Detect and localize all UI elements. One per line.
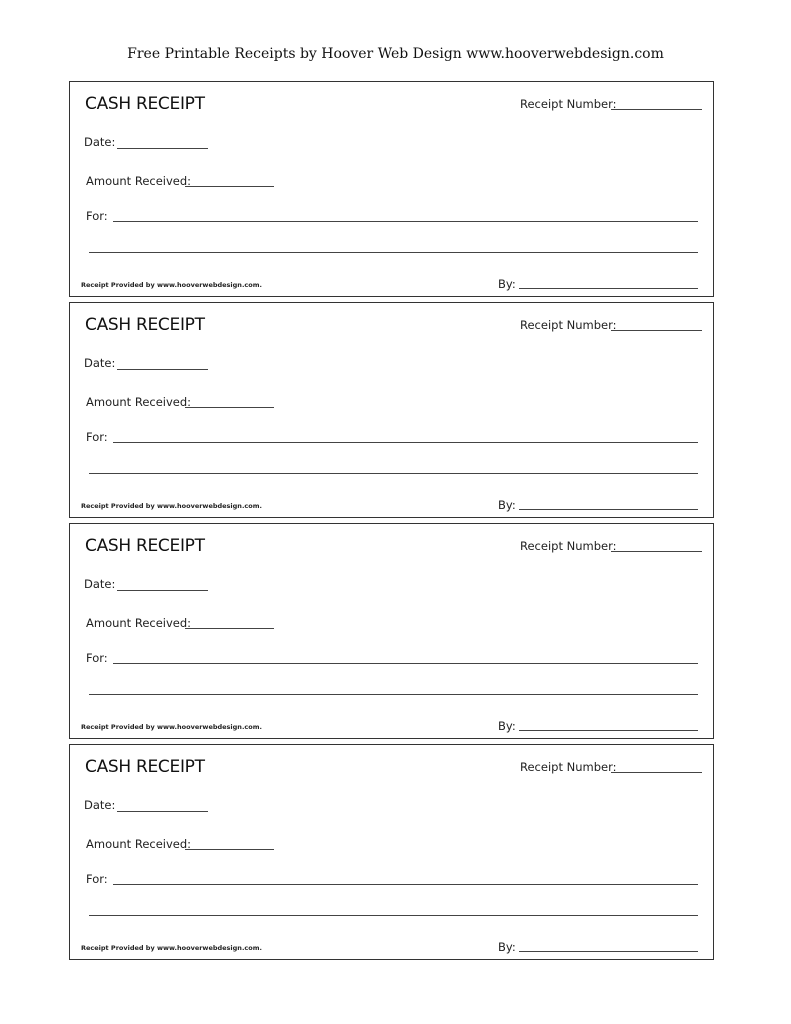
- for-label: For:: [86, 872, 108, 886]
- by-label: By:: [498, 940, 516, 954]
- cash-receipt: [69, 81, 714, 297]
- receipt-number-label: Receipt Number:: [520, 760, 617, 774]
- amount-received-label: Amount Received:: [86, 174, 192, 188]
- amount-received-field[interactable]: [185, 849, 274, 850]
- date-label: Date:: [84, 356, 116, 370]
- cash-receipt: [69, 744, 714, 960]
- amount-received-label: Amount Received:: [86, 395, 192, 409]
- cash-receipt: [69, 523, 714, 739]
- page-header: Free Printable Receipts by Hoover Web Design www.hooverwebdesign.com: [127, 46, 664, 62]
- for-field-continued[interactable]: [89, 915, 698, 916]
- receipt-title: CASH RECEIPT: [85, 536, 205, 556]
- date-field[interactable]: [117, 590, 208, 591]
- for-label: For:: [86, 651, 108, 665]
- amount-received-label: Amount Received:: [86, 837, 192, 851]
- by-label: By:: [498, 277, 516, 291]
- by-field[interactable]: [519, 509, 698, 510]
- by-label: By:: [498, 498, 516, 512]
- receipt-title: CASH RECEIPT: [85, 315, 205, 335]
- date-label: Date:: [84, 577, 116, 591]
- date-field[interactable]: [117, 811, 208, 812]
- date-label: Date:: [84, 798, 116, 812]
- by-field[interactable]: [519, 730, 698, 731]
- receipt-footer-note: Receipt Provided by www.hooverwebdesign.com.: [81, 944, 262, 952]
- amount-received-field[interactable]: [185, 407, 274, 408]
- receipt-footer-note: Receipt Provided by www.hooverwebdesign.com.: [81, 723, 262, 731]
- for-field[interactable]: [113, 663, 698, 664]
- for-label: For:: [86, 430, 108, 444]
- receipt-number-field[interactable]: [611, 551, 702, 552]
- for-field-continued[interactable]: [89, 694, 698, 695]
- date-field[interactable]: [117, 148, 208, 149]
- receipt-number-field[interactable]: [611, 772, 702, 773]
- for-field-continued[interactable]: [89, 473, 698, 474]
- date-label: Date:: [84, 135, 116, 149]
- by-field[interactable]: [519, 951, 698, 952]
- receipt-title: CASH RECEIPT: [85, 94, 205, 114]
- by-label: By:: [498, 719, 516, 733]
- amount-received-label: Amount Received:: [86, 616, 192, 630]
- for-field[interactable]: [113, 884, 698, 885]
- amount-received-field[interactable]: [185, 628, 274, 629]
- date-field[interactable]: [117, 369, 208, 370]
- receipt-number-label: Receipt Number:: [520, 97, 617, 111]
- for-field[interactable]: [113, 221, 698, 222]
- cash-receipt: [69, 302, 714, 518]
- for-label: For:: [86, 209, 108, 223]
- by-field[interactable]: [519, 288, 698, 289]
- for-field[interactable]: [113, 442, 698, 443]
- receipt-number-field[interactable]: [611, 109, 702, 110]
- amount-received-field[interactable]: [185, 186, 274, 187]
- receipt-number-label: Receipt Number:: [520, 318, 617, 332]
- receipt-footer-note: Receipt Provided by www.hooverwebdesign.com.: [81, 281, 262, 289]
- receipt-title: CASH RECEIPT: [85, 757, 205, 777]
- receipt-footer-note: Receipt Provided by www.hooverwebdesign.com.: [81, 502, 262, 510]
- for-field-continued[interactable]: [89, 252, 698, 253]
- receipt-number-label: Receipt Number:: [520, 539, 617, 553]
- receipt-number-field[interactable]: [611, 330, 702, 331]
